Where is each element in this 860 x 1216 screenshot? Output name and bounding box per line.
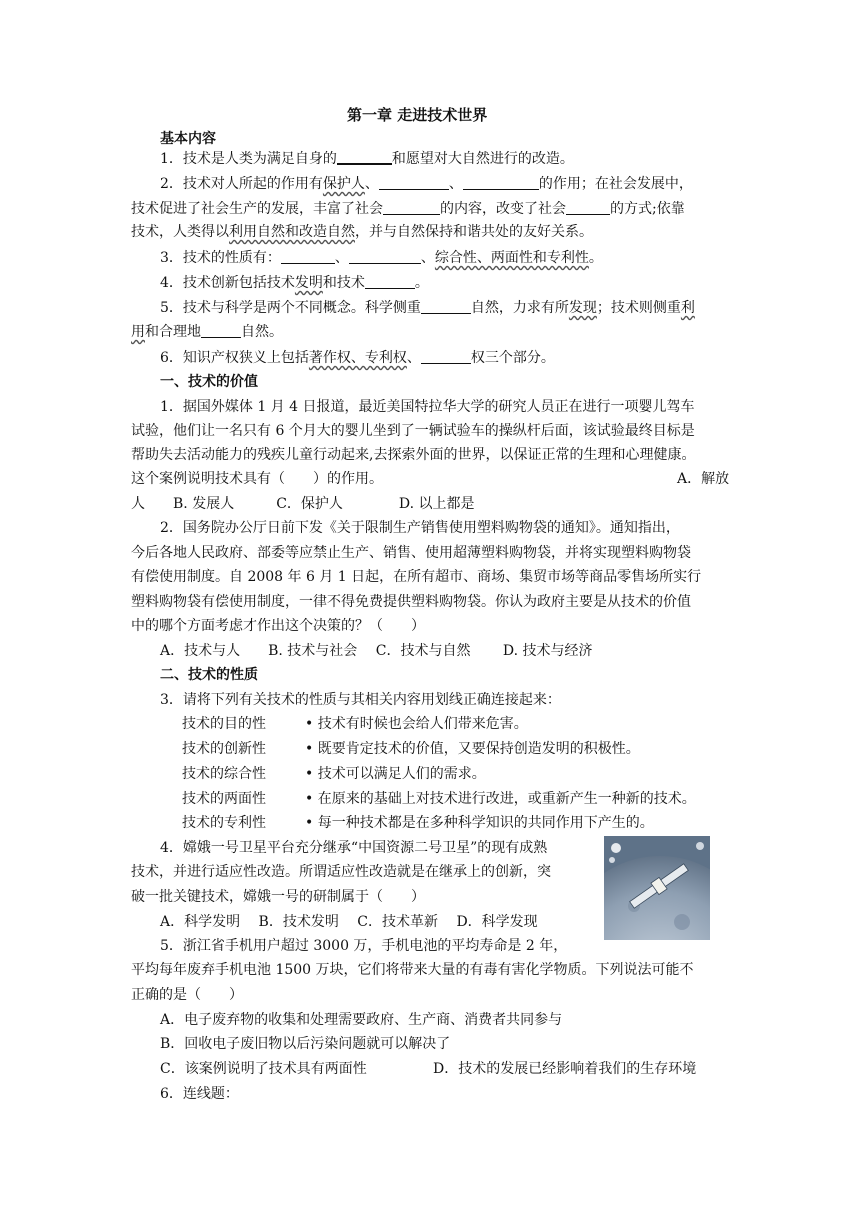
basic-q5-line2: 用和合理地 自然。 (131, 324, 283, 340)
section-heading-value: 一、技术的价值 (160, 374, 258, 390)
match-right-item[interactable]: • 技术可以满足人们的需求。 (305, 766, 486, 782)
blank[interactable] (421, 298, 471, 314)
match-left-item[interactable]: 技术的目的性 (182, 716, 266, 732)
sec2-q3-intro: 3．请将下列有关技术的性质与其相关内容用划线正确连接起来： (160, 692, 561, 708)
sec1-q1-line3: 帮助失去活动能力的残疾儿童行动起来,去探索外面的世界，以保证正常的生理和心理健康。 (131, 447, 696, 463)
basic-q2-line2: 技术促进了社会生产的发展，丰富了社会 的内容，改变了社会 的方式;依靠 (131, 201, 685, 217)
blank[interactable] (365, 273, 415, 289)
sec2-q5-line3: 正确的是（ ） (131, 987, 243, 1003)
sec2-q5-option-d: D．技术的发展已经影响着我们的生存环境 (433, 1061, 697, 1077)
sec1-q2-line5: 中的哪个方面考虑才作出这个决策的？（ ） (131, 618, 425, 634)
match-left-item[interactable]: 技术的两面性 (182, 791, 266, 807)
match-left-item[interactable]: 技术的专利性 (182, 815, 266, 831)
sec2-q6-heading: 6．连线题： (160, 1086, 239, 1102)
section-heading-nature: 二、技术的性质 (160, 667, 258, 683)
sec1-q2-line4: 塑料购物袋有偿使用制度，一律不得免费提供塑料购物袋。你认为政府主要是从技术的价值 (131, 594, 691, 610)
match-right-item[interactable]: • 既要肯定技术的价值，又要保持创造发明的积极性。 (305, 741, 640, 757)
sec2-q4-line3: 破一批关键技术，嫦娥一号的研制属于（ ） (131, 889, 425, 905)
sec1-q1-option-a: A．解放 (677, 471, 730, 487)
sec2-q4-line2: 技术，并进行适应性改造。所谓适应性改造就是在继承上的创新，突 (131, 864, 551, 880)
match-right-item[interactable]: • 技术有时候也会给人们带来危害。 (305, 716, 528, 732)
blank[interactable] (379, 174, 449, 190)
blank[interactable] (349, 248, 421, 264)
sec2-q5-option-a: A．电子废弃物的收集和处理需要政府、生产商、消费者共同参与 (160, 1012, 563, 1028)
sec1-q1-options: 人 B. 发展人 C．保护人 D. 以上都是 (131, 496, 475, 512)
blank[interactable] (201, 322, 241, 338)
blank[interactable] (281, 248, 335, 264)
basic-q2-line3: 技术，人类得以利用自然和改造自然，并与自然保持和谐共处的友好关系。 (131, 224, 593, 240)
basic-q2-line1: 2．技术对人所起的作用有保护人、 、 的作用；在社会发展中， (160, 176, 693, 192)
basic-q3: 3．技术的性质有： 、 、综合性、两面性和专利性。 (160, 250, 603, 266)
page-title: 第一章 走进技术世界 (347, 106, 488, 124)
blank[interactable] (421, 348, 471, 364)
match-left-item[interactable]: 技术的创新性 (182, 741, 266, 757)
blank[interactable] (463, 174, 539, 190)
sec2-q5-option-c: C．该案例说明了技术具有两面性 (160, 1061, 367, 1077)
sec2-q4-line1: 4．嫦娥一号卫星平台充分继承“中国资源二号卫星”的现有成熟 (160, 840, 548, 856)
sec1-q1-line2: 试验，他们让一名只有 6 个月大的婴儿坐到了一辆试验车的操纵杆后面，该试验最终目标是 (131, 423, 695, 439)
basic-heading: 基本内容 (160, 131, 216, 147)
blank[interactable] (337, 148, 392, 165)
sec1-q1-line4: 这个案例说明技术具有（ ）的作用。 (131, 471, 383, 487)
sec2-q5-option-b: B．回收电子废旧物以后污染问题就可以解决了 (160, 1036, 451, 1052)
basic-q5-line1: 5．技术与科学是两个不同概念。科学侧重 自然，力求有所发现；技术则侧重利 (160, 300, 695, 316)
basic-q4: 4．技术创新包括技术发明和技术 。 (160, 275, 429, 291)
sec1-q2-line3: 有偿使用制度。自 2008 年 6 月 1 日起，在所有超市、商场、集贸市场等商品零售场所实行 (131, 569, 702, 585)
blank[interactable] (383, 199, 440, 215)
match-right-item[interactable]: • 每一种技术都是在多种科学知识的共同作用下产生的。 (305, 815, 654, 831)
sec1-q1-line1: 1．据国外媒体 1 月 4 日报道，最近美国特拉华大学的研究人员正在进行一项婴儿驾车 (160, 399, 695, 415)
match-left-item[interactable]: 技术的综合性 (182, 766, 266, 782)
sec2-q5-line2: 平均每年废弃手机电池 1500 万块，它们将带来大量的有毒有害化学物质。下列说法可能不 (131, 962, 694, 978)
basic-q6: 6．知识产权狭义上包括著作权、专利权、 权三个部分。 (160, 350, 555, 366)
satellite-photo (604, 836, 710, 940)
sec1-q2-line1: 2．国务院办公厅日前下发《关于限制生产销售使用塑料购物袋的通知》。通知指出， (160, 520, 680, 536)
sec1-q2-line2: 今后各地人民政府、部委等应禁止生产、销售、使用超薄塑料购物袋，并将实现塑料购物袋 (131, 545, 691, 561)
sec2-q4-options: A．科学发明 B．技术发明 C．技术革新 D．科学发现 (160, 914, 538, 930)
sec2-q5-line1: 5．浙江省手机用户超过 3000 万，手机电池的平均寿命是 2 年， (160, 938, 568, 954)
basic-q1: 1．技术是人类为满足自身的 和愿望对大自然进行的改造。 (160, 148, 574, 169)
match-right-item[interactable]: • 在原来的基础上对技术进行改进，或重新产生一种新的技术。 (305, 791, 696, 807)
blank[interactable] (566, 199, 610, 215)
sec1-q2-options: A．技术与人 B. 技术与社会 C．技术与自然 D. 技术与经济 (160, 643, 593, 659)
